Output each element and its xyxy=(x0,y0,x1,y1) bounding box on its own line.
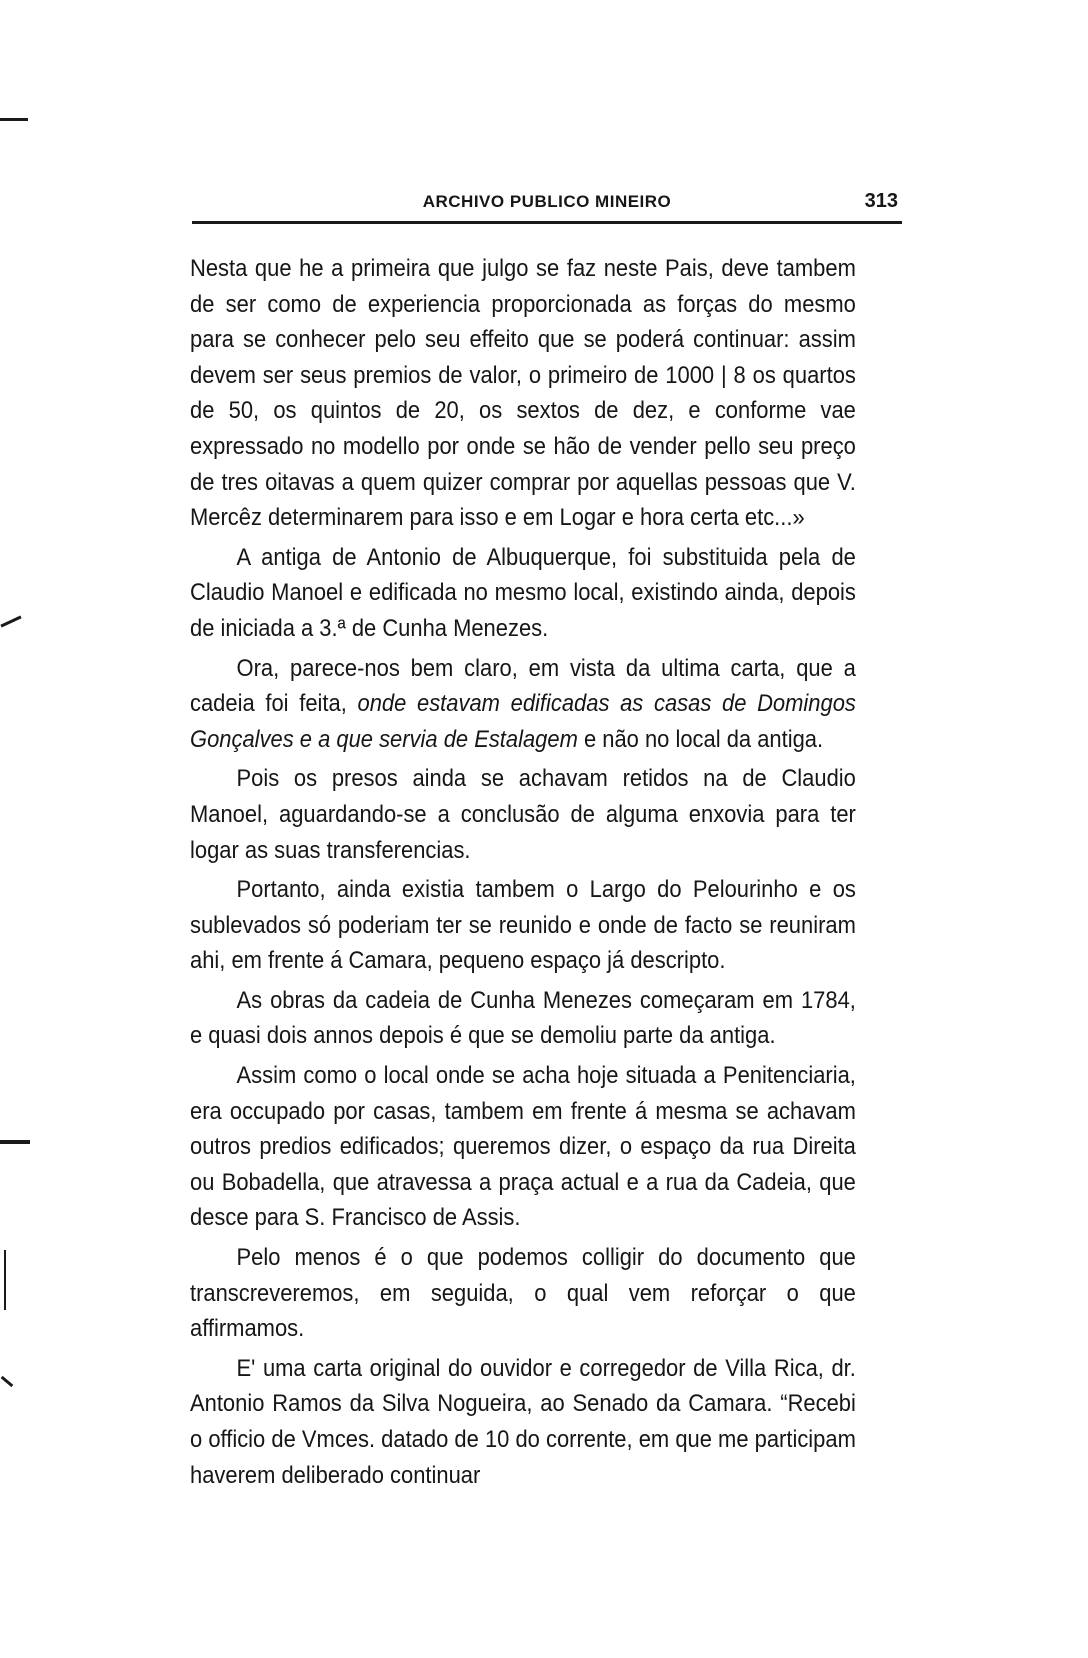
scan-edge-mark xyxy=(0,1140,30,1144)
text-segment: Assim como o local onde se acha hoje situada a Penitenciaria, era occupado por casas, tambem em frente á mesma se achavam outros predios edificados; queremos dizer, o espaço da rua Direita ou Bobadella, que atravessa a praça actual e a rua da Cadeia, que desce para S. Francisco de Assis. xyxy=(190,1063,856,1232)
italic-text-segment: onde estavam edificadas as casas de Domingos Gonçalves e a que servia de Estalagem xyxy=(190,691,856,753)
scan-edge-mark xyxy=(0,615,21,627)
text-segment: As obras da cadeia de Cunha Menezes começaram em 1784, e quasi dois annos depois é que se demoliu parte da antiga. xyxy=(190,987,856,1050)
scan-edge-mark xyxy=(0,118,28,121)
paragraph xyxy=(190,873,856,980)
paragraph xyxy=(190,1241,856,1348)
text-segment: Pois os presos ainda se achavam retidos na de Claudio Manoel, aguardando-se a conclusão de alguma enxovia para ter logar as suas transferencias. xyxy=(190,766,856,864)
page-header xyxy=(192,190,902,222)
scan-edge-mark xyxy=(4,1250,6,1310)
paragraph xyxy=(190,762,856,869)
text-segment: A antiga de Antonio de Albuquerque, foi substituida pela de Claudio Manoel e edificada no mesmo local, existindo ainda, depois de iniciada a 3.ª de Cunha Menezes. xyxy=(190,544,856,642)
text-segment: Ora, parece-nos bem claro, em vista da ultima carta, que a cadeia foi feita, xyxy=(190,655,856,718)
text-segment: Nesta que he a primeira que julgo se faz neste Pais, deve tambem de ser como de experiencia proporcionada as forças do mesmo para se conhecer pelo seu effeito que se poderá continuar: assim devem ser seus premios de valor, o primeiro de 1000 | 8 os quartos de 50, os quintos de 20, os sextos de dez, e conforme vae expressado no modello por onde se hão de vender pello seu preço de tres oitavas a quem quizer comprar por aquellas pessoas que V. Mercêz determinarem para isso e em Logar e hora certa etc...» xyxy=(190,256,856,532)
running-title: ARCHIVO PUBLICO MINEIRO xyxy=(422,192,672,211)
text-segment: e não no local da antiga. xyxy=(577,726,824,753)
text-segment: Pelo menos é o que podemos colligir do documento que transcreveremos, em seguida, o qual vem reforçar o que affirmamos. xyxy=(190,1245,856,1343)
header-rule xyxy=(192,221,902,224)
paragraph xyxy=(190,652,856,759)
page-number: 313 xyxy=(864,190,898,212)
scan-edge-mark xyxy=(1,1376,14,1387)
paragraph xyxy=(190,541,856,648)
paragraph xyxy=(190,1352,856,1494)
body-text xyxy=(190,252,856,1494)
text-segment: Portanto, ainda existia tambem o Largo do Pelourinho e os sublevados só poderiam ter se reunido e onde de facto se reuniram ahi, em frente á Camara, pequeno espaço já descripto. xyxy=(190,877,856,975)
paragraph xyxy=(190,984,856,1055)
paragraph xyxy=(190,1059,856,1237)
text-segment: E' uma carta original do ouvidor e corregedor de Villa Rica, dr. Antonio Ramos da Silva Nogueira, ao Senado da Camara. “Recebi o officio de Vmces. datado de 10 do corrente, em que me participam haverem deliberado continuar xyxy=(190,1355,856,1489)
paragraph xyxy=(190,252,856,537)
